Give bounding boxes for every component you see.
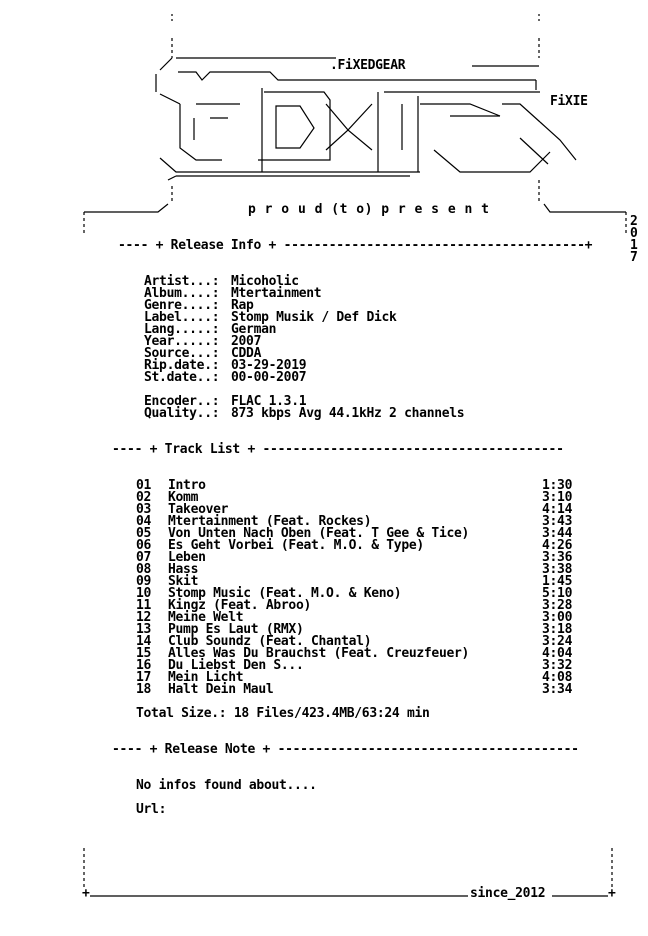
track-title: Komm	[168, 490, 199, 505]
track-title: Skit	[168, 574, 199, 589]
quality-label: Quality..:	[144, 406, 220, 421]
year-digit-4: 7	[630, 250, 638, 265]
track-list-heading: ---- + Track List + ----------------------------------------	[112, 442, 564, 457]
encoder-label: Encoder..:	[144, 394, 220, 409]
tag-fixie: FiXIE	[550, 94, 588, 109]
track-number: 07	[136, 550, 152, 565]
footer-corner-right: +	[608, 886, 616, 901]
track-title: Alles Was Du Brauchst (Feat. Creuzfeuer)	[168, 646, 470, 661]
track-time: 3:44	[542, 526, 573, 541]
year-digit-1: 2	[630, 214, 638, 229]
field-value: CDDA	[231, 346, 262, 361]
track-title: Leben	[168, 550, 206, 565]
track-time: 4:26	[542, 538, 573, 553]
track-number: 05	[136, 526, 152, 541]
footer-corner-left: +	[82, 886, 90, 901]
track-number: 15	[136, 646, 152, 661]
field-label: Genre....:	[144, 298, 220, 313]
track-title: Intro	[168, 478, 206, 493]
track-time: 3:18	[542, 622, 573, 637]
release-note-text: No infos found about....	[136, 778, 317, 793]
track-number: 16	[136, 658, 152, 673]
track-title: Stomp Music (Feat. M.O. & Keno)	[168, 586, 402, 601]
field-label: Lang.....:	[144, 322, 220, 337]
track-number: 13	[136, 622, 152, 637]
track-title: Mtertainment (Feat. Rockes)	[168, 514, 372, 529]
field-value: Rap	[231, 298, 254, 313]
field-label: St.date..:	[144, 370, 220, 385]
track-number: 03	[136, 502, 152, 517]
track-time: 1:45	[542, 574, 573, 589]
tagline: p r o u d (t o) p r e s e n t	[248, 202, 490, 217]
track-time: 3:28	[542, 598, 573, 613]
track-number: 12	[136, 610, 152, 625]
field-value: Mtertainment	[231, 286, 322, 301]
field-label: Label....:	[144, 310, 220, 325]
group-name: .FiXEDGEAR	[330, 58, 406, 73]
track-title: Mein Licht	[168, 670, 244, 685]
track-time: 3:34	[542, 682, 573, 697]
year-digit-3: 1	[630, 238, 638, 253]
field-value: 03-29-2019	[231, 358, 307, 373]
track-title: Von Unten Nach Oben (Feat. T Gee & Tice)	[168, 526, 470, 541]
track-time: 3:36	[542, 550, 573, 565]
track-number: 02	[136, 490, 152, 505]
track-title: Pump Es Laut (RMX)	[168, 622, 304, 637]
track-number: 01	[136, 478, 152, 493]
track-number: 17	[136, 670, 152, 685]
fixedgear-logo-art	[0, 0, 648, 236]
track-time: 4:04	[542, 646, 573, 661]
release-note-url-label: Url:	[136, 802, 167, 817]
track-title: Hass	[168, 562, 199, 577]
field-label: Artist...:	[144, 274, 220, 289]
track-time: 3:43	[542, 514, 573, 529]
track-time: 3:32	[542, 658, 573, 673]
track-time: 5:10	[542, 586, 573, 601]
track-title: Halt Dein Maul	[168, 682, 274, 697]
field-label: Album....:	[144, 286, 220, 301]
track-number: 18	[136, 682, 152, 697]
track-time: 3:24	[542, 634, 573, 649]
field-label: Year.....:	[144, 334, 220, 349]
track-title: Club Soundz (Feat. Chantal)	[168, 634, 372, 649]
track-number: 08	[136, 562, 152, 577]
track-title: Takeover	[168, 502, 229, 517]
quality-value: 873 kbps Avg 44.1kHz 2 channels	[231, 406, 465, 421]
field-value: Stomp Musik / Def Dick	[231, 310, 397, 325]
track-time: 4:08	[542, 670, 573, 685]
track-number: 11	[136, 598, 152, 613]
release-info-heading: ---- + Release Info + ----------------------------------------+	[118, 238, 593, 253]
track-time: 1:30	[542, 478, 573, 493]
track-number: 06	[136, 538, 152, 553]
track-time: 4:14	[542, 502, 573, 517]
track-number: 14	[136, 634, 152, 649]
field-value: German	[231, 322, 277, 337]
field-value: 00-00-2007	[231, 370, 307, 385]
track-time: 3:38	[542, 562, 573, 577]
track-time: 3:10	[542, 490, 573, 505]
footer-since: since_2012	[470, 886, 546, 901]
field-value: 2007	[231, 334, 262, 349]
track-title: Du Liebst Den S...	[168, 658, 304, 673]
track-number: 04	[136, 514, 152, 529]
field-value: Micoholic	[231, 274, 299, 289]
release-note-heading: ---- + Release Note + ----------------------------------------	[112, 742, 579, 757]
track-time: 3:00	[542, 610, 573, 625]
total-size: Total Size.: 18 Files/423.4MB/63:24 min	[136, 706, 430, 721]
track-number: 10	[136, 586, 152, 601]
track-title: Es Geht Vorbei (Feat. M.O. & Type)	[168, 538, 424, 553]
track-number: 09	[136, 574, 152, 589]
field-label: Rip.date.:	[144, 358, 220, 373]
track-title: Kingz (Feat. Abroo)	[168, 598, 312, 613]
field-label: Source...:	[144, 346, 220, 361]
encoder-value: FLAC 1.3.1	[231, 394, 307, 409]
year-digit-2: 0	[630, 226, 638, 241]
track-title: Meine Welt	[168, 610, 244, 625]
